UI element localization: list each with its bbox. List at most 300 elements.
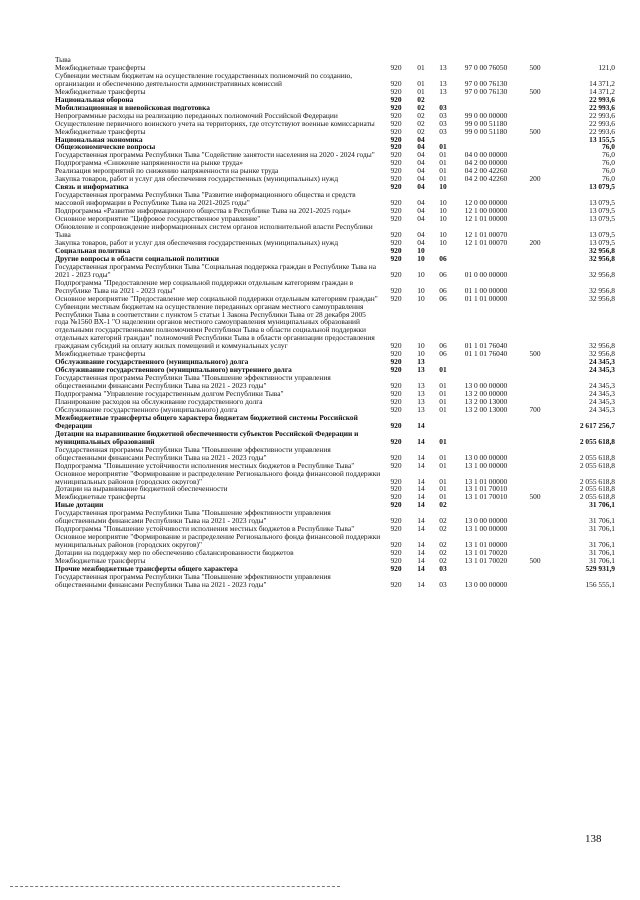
ministry-code: 920 (390, 381, 402, 391)
target-article-code: 12 1 00 00000 (464, 207, 508, 216)
table-row (55, 430, 615, 446)
subsection-code: 02 (439, 557, 447, 565)
ministry-code: 920 (390, 565, 402, 573)
section-code: 10 (417, 269, 425, 279)
amount-value: 22 993,6 (589, 95, 615, 104)
target-article-code: 12 0 00 00000 (464, 198, 508, 208)
expense-type-code (517, 104, 553, 112)
expense-type-code (517, 72, 553, 88)
target-article-code: 01 1 00 00000 (464, 285, 508, 295)
budget-item-name: Основное мероприятие "Цифровое государственное управление" (55, 215, 261, 224)
subsection-code (431, 96, 455, 104)
section-code: 10 (417, 254, 425, 263)
section-code: 14 (417, 452, 425, 462)
budget-item-name: Закупка товаров, работ и услуг для обеспечения государственных (муниципальных) нужд (55, 238, 339, 247)
section-code: 13 (417, 397, 425, 406)
expense-type-code: 500 (529, 557, 541, 565)
expense-type-code (517, 215, 553, 223)
budget-item-name: Прочие межбюджетные трансферты общего характера (55, 565, 238, 573)
table-row (55, 112, 615, 120)
amount-value: 22 993,6 (589, 127, 615, 136)
amount-value: 32 956,8 (589, 350, 615, 359)
expense-type-code (517, 509, 553, 525)
ministry-code: 920 (390, 476, 402, 486)
target-article-code: 97 0 00 76050 (464, 63, 508, 72)
amount-value: 22 993,6 (589, 103, 615, 112)
subsection-code: 13 (439, 63, 447, 72)
amount-value: 14 371,2 (589, 87, 615, 96)
budget-item-name: Непрограммные расходы на реализацию переданных полномочий Российской Федерации (55, 111, 338, 120)
target-article-code (455, 96, 517, 104)
ministry-code: 920 (390, 87, 402, 96)
subsection-code (431, 136, 455, 144)
budget-item-name: Государственная программа Республики Тыва "Развитие информационного общества и средств массовой информации в Республике Тыва на 2021-2025 годы" (55, 191, 356, 208)
target-article-code (455, 247, 517, 255)
expense-type-code (517, 501, 553, 509)
section-code: 04 (417, 183, 425, 192)
section-code: 14 (417, 579, 425, 589)
table-row (55, 183, 615, 191)
expense-type-code (517, 303, 553, 351)
section-code: 04 (417, 135, 425, 144)
section-code: 02 (417, 103, 425, 112)
subsection-code: 03 (439, 579, 447, 589)
subsection-code: 06 (439, 269, 447, 279)
section-code: 14 (417, 461, 425, 470)
amount-value: 2 055 618,8 (579, 461, 615, 470)
target-article-code: 04 2 00 42260 (464, 175, 508, 184)
subsection-code: 10 (439, 238, 447, 247)
expense-type-code (517, 255, 553, 263)
budget-item-name: Дотации на выравнивание бюджетной обеспеченности (55, 485, 228, 494)
amount-value (553, 56, 615, 64)
table-row (55, 390, 615, 398)
amount-value: 32 956,8 (589, 254, 615, 263)
target-article-code: 01 1 01 00000 (464, 294, 508, 303)
expense-type-code: 500 (529, 493, 541, 502)
table-row (55, 255, 615, 263)
expense-type-code (517, 525, 553, 533)
section-code: 14 (417, 525, 425, 534)
section-code: 13 (417, 390, 425, 398)
expense-type-code (517, 191, 553, 207)
expense-type-code: 500 (529, 63, 541, 72)
subsection-code: 02 (439, 516, 447, 526)
subsection-code: 10 (439, 215, 447, 224)
budget-item-name: Государственная программа Республики Тыва "Повышение эффективности управления общественными финансами Республики Тыва на 2021 - 2023 годы" (55, 445, 331, 462)
amount-value: 2 055 618,8 (579, 493, 615, 502)
expense-type-code: 200 (529, 175, 541, 184)
target-article-code: 13 1 01 00000 (464, 476, 508, 486)
budget-item-name: Государственная программа Республики Тыва "Повышение эффективности управления общественными финансами Республики Тыва на 2021 - 2023 годы" (55, 572, 331, 589)
target-article-code (455, 358, 517, 366)
expense-type-code (517, 279, 553, 295)
ministry-code: 920 (390, 341, 402, 351)
expense-type-code (517, 462, 553, 470)
expense-type-code (517, 295, 553, 303)
ministry-code: 920 (390, 119, 402, 128)
subsection-code: 01 (439, 390, 447, 398)
ministry-code: 920 (390, 397, 402, 406)
subsection-code (431, 414, 455, 430)
budget-item-name: Субвенции местным бюджетам на осуществление государственных полномочий по созданию, организации и обеспечению деятельности административных комиссий (55, 71, 353, 88)
subsection-code: 01 (439, 461, 447, 470)
target-article-code (455, 143, 517, 151)
expense-type-code (517, 446, 553, 462)
section-code: 13 (417, 405, 425, 414)
target-article-code (455, 414, 517, 430)
section-code: 01 (417, 63, 425, 72)
table-row (55, 549, 615, 557)
subsection-code: 02 (439, 501, 447, 510)
budget-item-name: Другие вопросы в области социальной политики (55, 254, 220, 263)
ministry-code: 920 (390, 516, 402, 526)
ministry-code: 920 (390, 366, 402, 375)
expense-type-code (517, 374, 553, 390)
section-code: 14 (417, 557, 425, 565)
section-code: 04 (417, 215, 425, 224)
expense-type-code (517, 390, 553, 398)
target-article-code: 01 0 00 00000 (464, 269, 508, 279)
budget-item-name: Дотации на выравнивание бюджетной обеспеченности субъектов Российской Федерации и муниципальных образований (55, 429, 359, 446)
target-article-code (455, 501, 517, 509)
budget-item-name: Межбюджетные трансферты общего характера бюджетам бюджетной системы Российской Федерации (55, 413, 358, 430)
expense-type-code (517, 120, 553, 128)
budget-item-name: Иные дотации (55, 501, 104, 510)
table-row (55, 151, 615, 159)
expense-type-code (517, 573, 553, 589)
section-code: 04 (417, 175, 425, 184)
budget-item-name: Межбюджетные трансферты (55, 63, 146, 72)
expense-type-code (517, 533, 553, 549)
ministry-code: 920 (390, 485, 402, 494)
table-row (55, 493, 615, 501)
budget-item-name: Планирование расходов на обслуживание государственного долга (55, 397, 263, 406)
expense-type-code (517, 485, 553, 493)
amount-value: 32 956,8 (589, 269, 615, 279)
budget-item-name: Обслуживание государственного (муниципального) внутреннего долга (55, 366, 292, 375)
ministry-code: 920 (390, 557, 402, 565)
expense-type-code (517, 159, 553, 167)
amount-value: 32 956,8 (589, 341, 615, 351)
ministry-code: 920 (390, 238, 402, 247)
table-row (55, 303, 615, 351)
target-article-code: 13 2 00 00000 (464, 390, 508, 398)
expense-type-code (517, 207, 553, 215)
subsection-code: 03 (439, 111, 447, 120)
table-row (55, 167, 615, 175)
table-row (55, 128, 615, 136)
target-article-code (455, 255, 517, 263)
subsection-code: 01 (439, 405, 447, 414)
ministry-code: 920 (390, 525, 402, 534)
table-row (55, 223, 615, 239)
table-row (55, 104, 615, 112)
amount-value: 2 055 618,8 (579, 476, 615, 486)
ministry-code: 920 (390, 436, 402, 446)
subsection-code: 01 (439, 159, 447, 168)
expense-type-code (517, 56, 553, 64)
section-code: 13 (417, 358, 425, 367)
amount-value: 121,0 (598, 63, 615, 72)
table-row (55, 573, 615, 589)
subsection-code: 01 (439, 436, 447, 446)
section-code: 10 (417, 341, 425, 351)
table-row (55, 56, 615, 64)
table-row (55, 501, 615, 509)
subsection-code: 02 (439, 549, 447, 558)
target-article-code: 99 0 00 51180 (464, 127, 508, 136)
table-row (55, 406, 615, 414)
expense-type-code (517, 430, 553, 446)
target-article-code: 97 0 00 76130 (464, 78, 508, 88)
target-article-code: 01 1 01 76040 (464, 350, 508, 359)
subsection-code (431, 358, 455, 366)
budget-item-name: Связь и информатика (55, 183, 129, 192)
table-row (55, 485, 615, 493)
ministry-code: 920 (390, 103, 402, 112)
ministry-code: 920 (390, 390, 402, 398)
expense-type-code (517, 549, 553, 557)
ministry-code: 920 (390, 246, 402, 255)
table-row (55, 136, 615, 144)
amount-value: 32 956,8 (589, 246, 615, 255)
budget-item-name: Субвенции местным бюджетам на осуществление переданных органам местного самоуправления Республики Тыва в соответствии с пунктом 5 статьи 1 Закона Республики Тыва от 28 декабря 2005 года №1560 ВХ-1 "О наделении органов местного самоуправления муниципальных образований отдельными государственными полномочиями Республики Тыва в области социальной поддержки отдельных категорий граждан" полномочий Республики Тыва в области организации предоставления гражданам субсидий на оплату жилых помещений и коммунальных услуг (55, 302, 375, 351)
subsection-code: 10 (439, 198, 447, 208)
budget-item-name: Общеэкономические вопросы (55, 143, 156, 152)
table-row (55, 207, 615, 215)
subsection-code: 13 (439, 87, 447, 96)
ministry-code: 920 (390, 215, 402, 224)
table-row (55, 239, 615, 247)
budget-item-name: Мобилизационная и вневойсковая подготовка (55, 103, 211, 112)
target-article-code (455, 183, 517, 191)
budget-item-name: Межбюджетные трансферты (55, 493, 146, 502)
ministry-code: 920 (390, 540, 402, 550)
ministry-code: 920 (390, 183, 402, 192)
target-article-code: 12 1 01 00070 (464, 238, 508, 247)
budget-item-name: Государственная программа Республики Тыва "Повышение эффективности управления общественными финансами Республики Тыва на 2021 - 2023 годы" (55, 509, 331, 526)
ministry-code: 920 (390, 405, 402, 414)
expense-type-code (517, 358, 553, 366)
target-article-code: 04 2 00 00000 (464, 159, 508, 168)
target-article-code (455, 136, 517, 144)
budget-item-name: Подпрограмма "Предоставление мер социальной поддержки отдельным категориям граждан в Республике Тыва на 2021 - 2023 годы" (55, 278, 354, 295)
ministry-code: 920 (390, 207, 402, 216)
section-code: 04 (417, 143, 425, 152)
ministry-code: 920 (390, 151, 402, 160)
budget-item-name: Межбюджетные трансферты (55, 350, 146, 359)
target-article-code: 13 1 01 70020 (464, 549, 508, 558)
table-row (55, 366, 615, 374)
expense-type-code: 200 (529, 238, 541, 247)
subsection-code: 02 (439, 525, 447, 534)
table-row (55, 565, 615, 573)
target-article-code: 13 2 00 13000 (464, 397, 508, 406)
budget-item-name: Дотации на поддержку мер по обеспечению сбалансированности бюджетов (55, 549, 294, 558)
section-code: 10 (417, 350, 425, 359)
ministry-code: 920 (390, 78, 402, 88)
section-code: 14 (417, 549, 425, 558)
budget-item-name: Подпрограмма "Повышение устойчивости исполнения местных бюджетов в Республике Тыва" (55, 525, 355, 534)
section-code: 14 (417, 420, 425, 430)
subsection-code: 06 (439, 285, 447, 295)
table-row (55, 120, 615, 128)
target-article-code: 04 0 00 00000 (464, 151, 508, 160)
budget-item-name: Осуществление первичного воинского учета на территориях, где отсутствуют военные комиссариаты (55, 119, 375, 128)
target-article-code: 13 1 00 00000 (464, 525, 508, 534)
subsection-code: 06 (439, 350, 447, 359)
budget-item-name: Подпрограмма «Развитие информационного общества в Республике Тыва на 2021-2025 годы» (55, 207, 351, 216)
budget-item-name: Основное мероприятие "Предоставление мер социальной поддержки отдельным категориям граждан" (55, 294, 378, 303)
amount-value: 22 993,6 (589, 119, 615, 128)
ministry-code: 920 (390, 294, 402, 303)
budget-item-name: Национальная экономика (55, 135, 143, 144)
expense-type-code: 500 (529, 87, 541, 96)
amount-value: 32 956,8 (589, 294, 615, 303)
ministry-code: 920 (390, 493, 402, 502)
table-row (55, 143, 615, 151)
target-article-code: 01 1 01 76040 (464, 341, 508, 351)
amount-value: 13 079,5 (589, 198, 615, 208)
table-row (55, 191, 615, 207)
amount-value: 76,0 (602, 151, 615, 160)
target-article-code: 13 0 00 00000 (464, 516, 508, 526)
section-code: 14 (417, 493, 425, 502)
amount-value: 32 956,8 (589, 285, 615, 295)
target-article-code (455, 366, 517, 374)
subsection-code: 03 (439, 565, 447, 573)
subsection-code: 01 (439, 167, 447, 176)
target-article-code (455, 104, 517, 112)
budget-item-name: Межбюджетные трансферты (55, 87, 146, 96)
expense-type-code (517, 223, 553, 239)
section-code: 04 (417, 229, 425, 239)
target-article-code (455, 430, 517, 446)
expense-type-code (517, 96, 553, 104)
ministry-code: 920 (390, 143, 402, 152)
budget-item-name: Основное мероприятие "Формирование и распределение Регионального фонда финансовой поддержки муниципальных районов (городских округов)" (55, 533, 381, 550)
amount-value: 2 055 618,8 (579, 452, 615, 462)
ministry-code: 920 (390, 63, 402, 72)
ministry-code: 920 (390, 175, 402, 184)
amount-value: 13 079,5 (589, 215, 615, 224)
section-code: 10 (417, 246, 425, 255)
amount-value: 31 706,1 (589, 501, 615, 510)
amount-value: 13 079,5 (589, 238, 615, 247)
subsection-code: 01 (439, 381, 447, 391)
budget-item-name: Закупка товаров, работ и услуг для обеспечения государственных (муниципальных) нужд (55, 175, 339, 184)
amount-value: 76,0 (602, 159, 615, 168)
expense-type-code (517, 167, 553, 175)
section-code: 02 (417, 95, 425, 104)
table-row (55, 279, 615, 295)
section-code: 14 (417, 516, 425, 526)
expense-type-code (517, 112, 553, 120)
amount-value: 13 079,5 (589, 183, 615, 192)
target-article-code: 97 0 00 76130 (464, 87, 508, 96)
subsection-code: 10 (439, 229, 447, 239)
subsection-code: 10 (439, 207, 447, 216)
expense-type-code (517, 414, 553, 430)
section-code: 14 (417, 485, 425, 494)
page-number: 138 (585, 833, 602, 845)
ministry-code (381, 56, 411, 64)
table-row (55, 509, 615, 525)
section-code: 04 (417, 167, 425, 176)
table-row (55, 175, 615, 183)
section-code: 02 (417, 127, 425, 136)
section-code: 02 (417, 111, 425, 120)
budget-item-name: Обслуживание государственного (муниципального) долга (55, 358, 249, 367)
section-code: 13 (417, 381, 425, 391)
section-code: 10 (417, 294, 425, 303)
table-row (55, 446, 615, 462)
ministry-code: 920 (390, 350, 402, 359)
subsection-code: 01 (439, 143, 447, 152)
ministry-code: 920 (390, 358, 402, 367)
section-code: 04 (417, 198, 425, 208)
table-row (55, 557, 615, 565)
ministry-code: 920 (390, 461, 402, 470)
budget-item-name: Основное мероприятие "Формирование и распределение Регионального фонда финансовой поддержки муниципальных районов (городских округов)" (55, 469, 381, 486)
ministry-code: 920 (390, 198, 402, 208)
amount-value: 2 055 618,8 (579, 436, 615, 446)
expense-type-code: 700 (529, 405, 541, 414)
budget-item-name: Обновление и сопровождение информационных систем органов исполнительной власти Республики Тыва (55, 223, 373, 239)
table-row (55, 374, 615, 390)
subsection-code: 01 (439, 366, 447, 375)
expense-type-code: 500 (529, 350, 541, 359)
table-row (55, 96, 615, 104)
table-row (55, 295, 615, 303)
section-code: 14 (417, 540, 425, 550)
amount-value: 529 931,9 (585, 565, 615, 573)
target-article-code: 13 1 01 70020 (464, 557, 508, 565)
amount-value: 31 706,1 (589, 557, 615, 565)
section-code: 04 (417, 238, 425, 247)
subsection-code: 03 (439, 127, 447, 136)
budget-page (55, 56, 615, 589)
ministry-code: 920 (390, 269, 402, 279)
expense-type-code (517, 183, 553, 191)
table-row (55, 462, 615, 470)
target-article-code: 13 1 00 00000 (464, 461, 508, 470)
amount-value: 24 345,3 (589, 405, 615, 414)
section-code: 04 (417, 207, 425, 216)
scan-edge-dashes (10, 886, 340, 887)
subsection-code: 02 (439, 540, 447, 550)
amount-value: 13 079,5 (589, 207, 615, 216)
expense-type-code (517, 143, 553, 151)
section-code: 04 (417, 159, 425, 168)
amount-value: 31 706,1 (589, 525, 615, 534)
expense-type-code (517, 565, 553, 573)
budget-item-name: Социальная политика (55, 246, 131, 255)
target-article-code: 13 1 01 70010 (464, 485, 508, 494)
amount-value: 13 155,5 (589, 135, 615, 144)
ministry-code: 920 (390, 111, 402, 120)
target-article-code: 13 1 01 00000 (464, 540, 508, 550)
amount-value: 76,0 (602, 175, 615, 184)
subsection-code: 06 (439, 254, 447, 263)
budget-item-name: Подпрограмма "Повышение устойчивости исполнения местных бюджетов в Республике Тыва" (55, 461, 355, 470)
amount-value: 2 617 256,7 (579, 420, 615, 430)
expense-type-code (517, 470, 553, 486)
target-article-code: 13 2 00 13000 (464, 405, 508, 414)
expense-type-code (517, 136, 553, 144)
expense-type-code (517, 247, 553, 255)
